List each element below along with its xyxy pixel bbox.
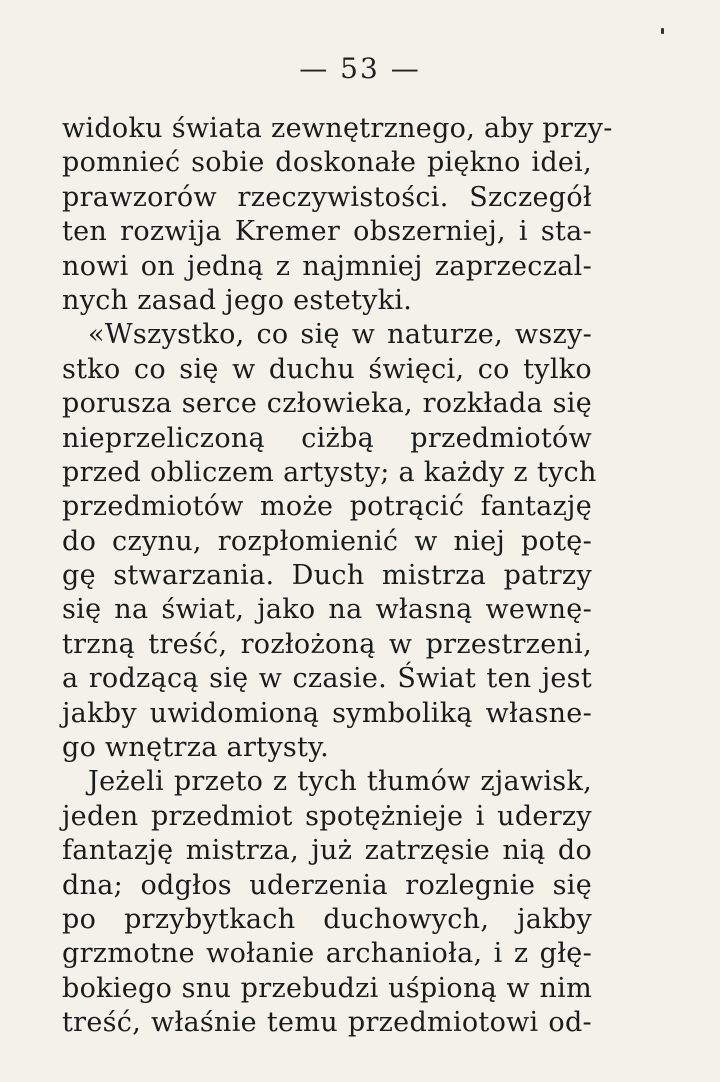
text-line: nieprzeliczoną ciżbą przedmiotów: [62, 422, 592, 454]
text-line: się na świat, jako na własną wewnę-: [62, 594, 592, 626]
body-text: [62, 112, 613, 1041]
page-number: — 53 —: [299, 52, 421, 85]
text-line: dna; odgłos uderzenia rozlegnie się: [62, 869, 592, 901]
text-line: go wnętrza artysty.: [62, 732, 330, 764]
text-line: stko co się w duchu święci, co tylko: [62, 353, 592, 385]
text-line: pomnieć sobie doskonałe piękno idei,: [62, 147, 592, 179]
text-line: trzną treść, rozłożoną w przestrzeni,: [62, 628, 592, 660]
text-line: nowi on jedną z najmniej zaprzeczal-: [62, 250, 592, 282]
text-line: porusza serce człowieka, rozkłada się: [62, 388, 592, 420]
text-line: fantazję mistrza, już zatrzęsie nią do: [62, 835, 592, 867]
text-line: gę stwarzania. Duch mistrza patrzy: [62, 560, 592, 592]
text-line: bokiego snu przebudzi uśpioną w nim: [62, 972, 592, 1004]
text-line: prawzorów rzeczywistości. Szczegół: [62, 181, 592, 213]
text-line: nych zasad jego estetyki.: [62, 284, 413, 316]
text-line: po przybytkach duchowych, jakby: [62, 903, 592, 935]
text-line: widoku świata zewnętrznego, aby przy-: [62, 113, 613, 144]
text-line: przedmiotów może potrącić fantazję: [62, 491, 592, 523]
text-line: jakby uwidomioną symboliką własne-: [62, 697, 592, 729]
text-line: jeden przedmiot spotężnieje i uderzy: [62, 800, 592, 832]
text-line: przed obliczem artysty; a każdy z tych: [62, 456, 597, 488]
text-line: «Wszystko, co się w naturze, wszy-: [88, 319, 592, 351]
text-line: Jeżeli przeto z tych tłumów zjawisk,: [88, 766, 592, 798]
text-line: grzmotne wołanie archanioła, i z głę-: [62, 938, 592, 970]
ink-speck: [661, 28, 664, 34]
text-line: a rodzącą się w czasie. Świat ten jest: [62, 663, 592, 695]
text-line: do czynu, rozpłomienić w niej potę-: [62, 525, 592, 557]
text-line: treść, właśnie temu przedmiotowi od-: [62, 1007, 592, 1039]
text-line: ten rozwija Kremer obszerniej, i sta-: [62, 216, 592, 248]
